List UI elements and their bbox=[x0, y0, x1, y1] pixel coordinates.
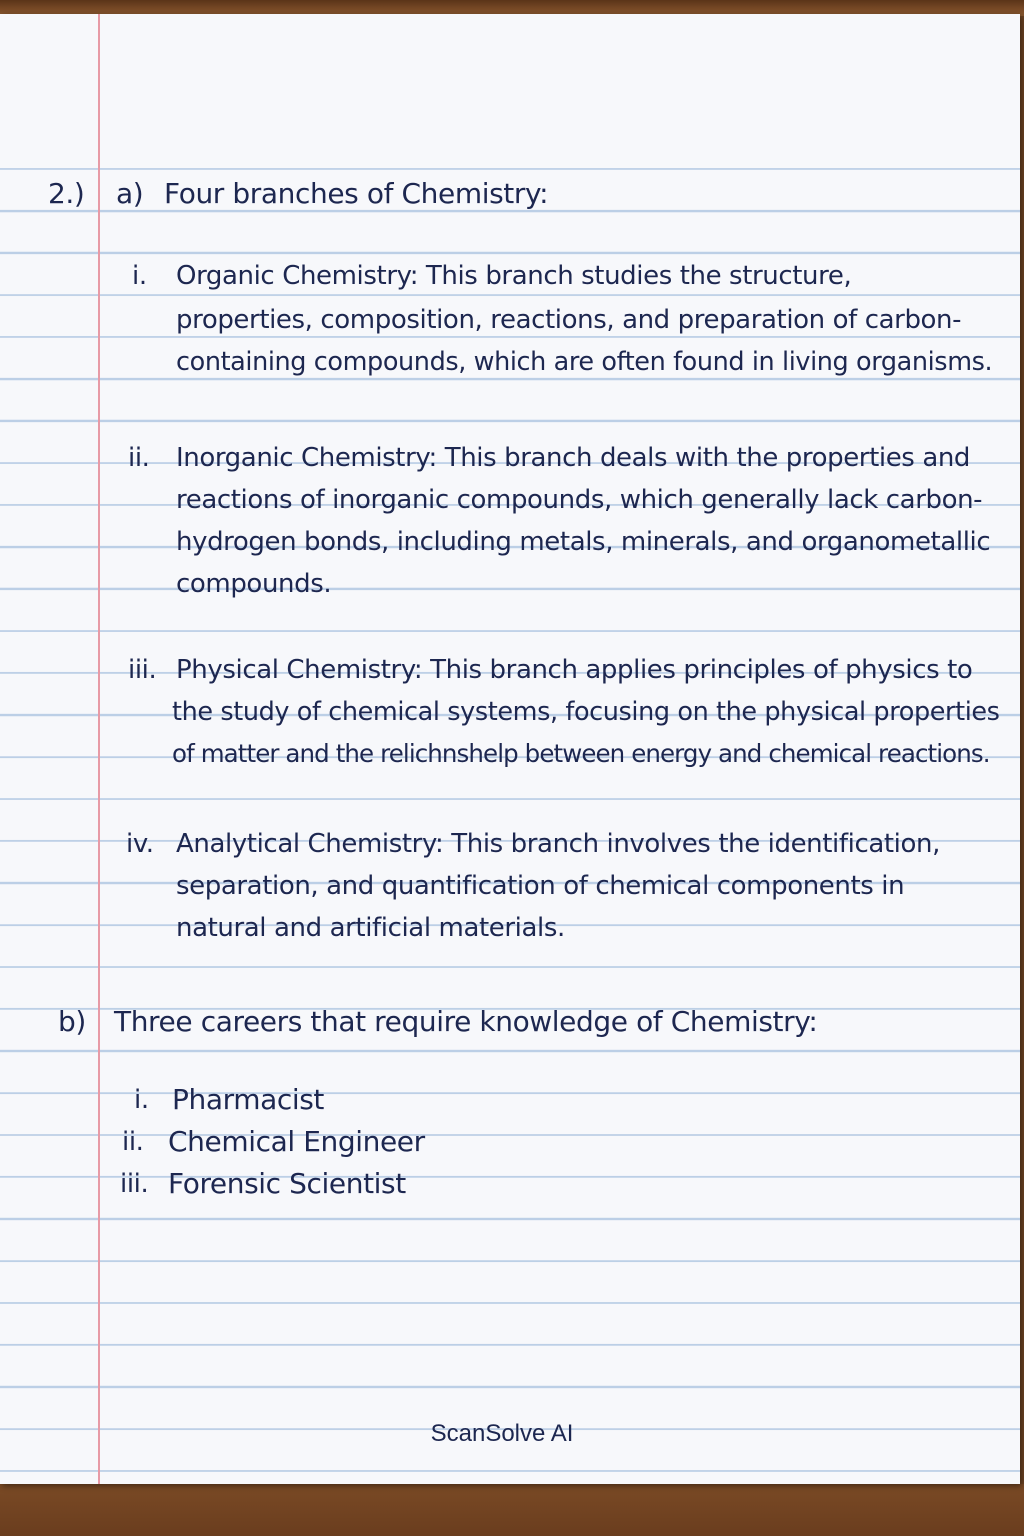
career-2-numeral: ii. bbox=[122, 1127, 144, 1157]
branch-2-line-1: Inorganic Chemistry: This branch deals with the properties and bbox=[176, 443, 971, 473]
branch-1-numeral: i. bbox=[132, 261, 147, 291]
branch-4-line-1: Analytical Chemistry: This branch involves the identification, bbox=[176, 829, 940, 859]
branch-3-line-2: the study of chemical systems, focusing on the physical properties bbox=[172, 697, 1000, 727]
watermark: ScanSolve AI bbox=[430, 1420, 574, 1447]
branch-1-line-3: containing compounds, which are often found in living organisms. bbox=[176, 347, 993, 377]
branch-1-line-1: Organic Chemistry: This branch studies the structure, bbox=[176, 261, 852, 291]
notebook-page bbox=[0, 14, 1020, 1484]
branch-3-numeral: iii. bbox=[128, 655, 157, 685]
career-2: Chemical Engineer bbox=[168, 1125, 425, 1158]
career-3-numeral: iii. bbox=[120, 1169, 149, 1199]
career-1-numeral: i. bbox=[134, 1085, 149, 1115]
branch-4-line-3: natural and artificial materials. bbox=[176, 913, 565, 943]
branch-2-line-3: hydrogen bonds, including metals, minerals, and organometallic bbox=[176, 527, 991, 557]
branch-1-line-2: properties, composition, reactions, and preparation of carbon- bbox=[176, 305, 962, 335]
branch-4-numeral: iv. bbox=[126, 829, 154, 859]
branch-3-line-1: Physical Chemistry: This branch applies principles of physics to bbox=[176, 655, 973, 685]
branch-2-line-2: reactions of inorganic compounds, which generally lack carbon- bbox=[176, 485, 983, 515]
part-b-heading: Three careers that require knowledge of Chemistry: bbox=[114, 1005, 818, 1038]
part-a-label: a) bbox=[116, 177, 144, 210]
part-a-heading: Four branches of Chemistry: bbox=[164, 177, 549, 210]
question-number: 2.) bbox=[48, 177, 85, 210]
branch-2-numeral: ii. bbox=[128, 443, 150, 473]
page-header-blank bbox=[0, 14, 1020, 164]
branch-4-line-2: separation, and quantification of chemical components in bbox=[176, 871, 905, 901]
branch-2-line-4: compounds. bbox=[176, 569, 332, 599]
career-3: Forensic Scientist bbox=[168, 1167, 406, 1200]
branch-3-line-3: of matter and the relichnshelp between energy and chemical reactions. bbox=[172, 739, 990, 768]
margin-line bbox=[98, 14, 100, 1484]
part-b-label: b) bbox=[58, 1005, 86, 1038]
career-1: Pharmacist bbox=[172, 1083, 324, 1116]
desk-surface-bottom bbox=[0, 1484, 1024, 1536]
